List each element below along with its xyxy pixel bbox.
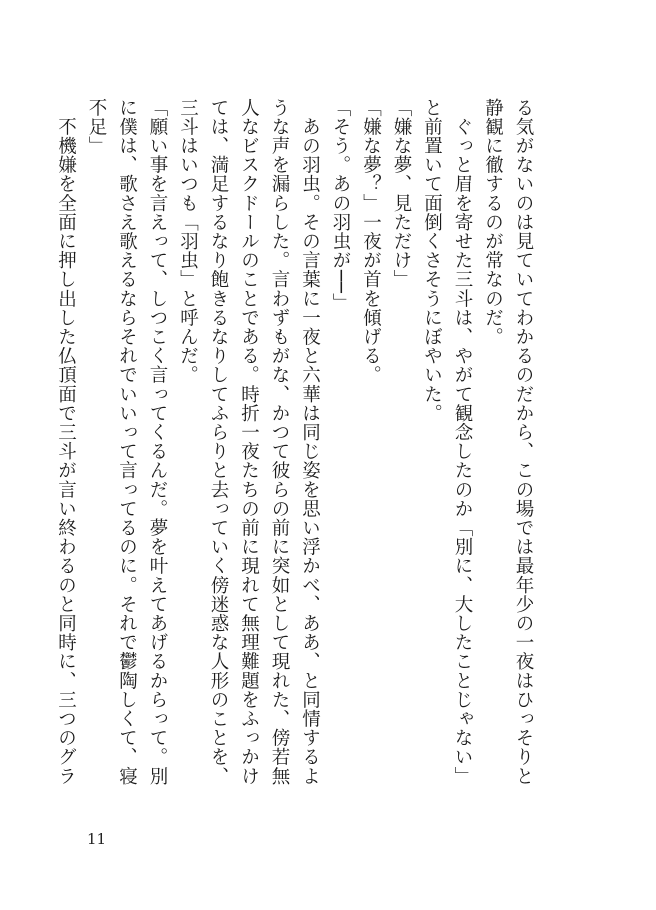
- text-line: 人なビスクドールのことである。時折一夜たちの前に現れて無理難題をふっかけ: [238, 98, 260, 786]
- text-line: 不機嫌を全面に押し出した仏頂面で三斗が言い終わるのと同時に、三つのグラ: [55, 98, 77, 786]
- text-line: 「嫌な夢、見ただけ」: [391, 98, 412, 289]
- text-line: る気がないのは見ていてわかるのだから、この場では最年少の一夜はひっそりと: [513, 98, 534, 786]
- text-line: あの羽虫。その言葉に一夜と六華は同じ姿を思い浮かべ、ああ、と同情するよ: [299, 98, 321, 786]
- text-line: 「嫌な夢？」一夜が首を傾げる。: [360, 98, 382, 385]
- text-line: ては、満足するなり飽きるなりしてふらりと去っていく傍迷惑な人形のことを、: [208, 98, 229, 786]
- vertical-text-block: [50, 98, 538, 798]
- text-line: 「そう。あの羽虫が──」: [330, 98, 351, 313]
- page-number: 11: [87, 830, 107, 848]
- text-line: と前置いて面倒くさそうにぼやいた。: [421, 98, 443, 423]
- text-line: ぐっと眉を寄せた三斗は、やがて観念したのか「別に、大したことじゃない」: [452, 98, 473, 786]
- text-line: 三斗はいつも「羽虫」と呼んだ。: [177, 98, 199, 385]
- text-line: に僕は、歌さえ歌えるならそれでいいって言ってるのに。それで鬱陶しくて、寝: [116, 98, 138, 786]
- text-line: 「願い事を言えって、しつこく言ってくるんだ。夢を叶えてあげるからって。別: [147, 98, 168, 786]
- text-line: うな声を漏らした。言わずもがな、かつて彼らの前に突如として現れた、傍若無: [269, 98, 290, 786]
- text-line: 静観に徹するのが常なのだ。: [482, 98, 504, 347]
- text-line: 不足」: [86, 98, 107, 156]
